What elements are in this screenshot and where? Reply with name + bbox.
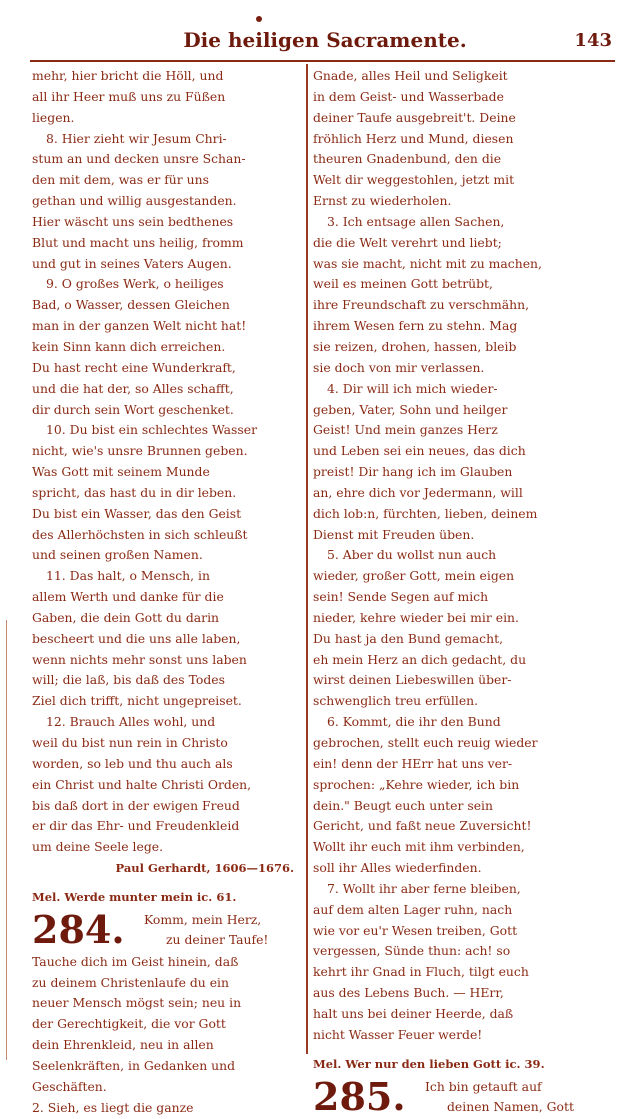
text-line: bescheert und die uns alle laben, bbox=[32, 630, 241, 646]
text-line: kein Sinn kann dich erreichen. bbox=[32, 338, 226, 354]
text-line: sie reizen, drohen, hassen, bleib bbox=[313, 338, 517, 354]
text-line: 11. Das halt, o Mensch, in bbox=[46, 568, 210, 584]
text-line: preist! Dir hang ich im Glauben bbox=[313, 464, 513, 480]
text-line: theuren Gnadenbund, den die bbox=[313, 151, 502, 167]
text-line: des Allerhöchsten in sich schleußt bbox=[32, 526, 248, 542]
hymn-first-line-cont: zu deiner Taufe! bbox=[166, 931, 269, 947]
hymn-heading bbox=[313, 1073, 613, 1119]
header-rule bbox=[30, 60, 615, 62]
right-text-block bbox=[313, 66, 613, 1046]
text-line: dich lob:n, fürchten, lieben, deinem bbox=[313, 505, 538, 521]
text-line: gethan und willig ausgestanden. bbox=[32, 193, 237, 209]
text-line: auf dem alten Lager ruhn, nach bbox=[313, 901, 513, 917]
text-line: halt uns bei deiner Heerde, daß bbox=[313, 1005, 514, 1021]
running-head bbox=[30, 28, 620, 58]
hymn-first-line: Komm, mein Herz, bbox=[144, 911, 262, 927]
text-line: man in der ganzen Welt nicht hat! bbox=[32, 318, 247, 334]
text-line: in dem Geist- und Wasserbade bbox=[313, 88, 504, 104]
text-line: Du bist ein Wasser, das den Geist bbox=[32, 505, 242, 521]
left-text-block bbox=[32, 66, 300, 858]
text-line: nieder, kehre wieder bei mir ein. bbox=[313, 609, 519, 625]
text-line: dein." Beugt euch unter sein bbox=[313, 797, 493, 813]
text-line: wie vor eu'r Wesen treiben, Gott bbox=[313, 922, 518, 938]
text-line: liegen. bbox=[32, 109, 75, 125]
text-line: Was Gott mit seinem Munde bbox=[32, 464, 210, 480]
text-line: 5. Aber du wollst nun auch bbox=[327, 547, 497, 563]
text-line: soll ihr Alles wiederfinden. bbox=[313, 860, 482, 876]
ornament-dot bbox=[256, 16, 262, 22]
text-line: fröhlich Herz und Mund, diesen bbox=[313, 130, 514, 146]
text-line: weil du bist nun rein in Christo bbox=[32, 735, 228, 750]
text-line: vergessen, Sünde thun: ach! so bbox=[313, 943, 511, 959]
hymn-first-line: Ich bin getauft auf bbox=[425, 1078, 542, 1094]
page-number: 143 bbox=[574, 30, 612, 51]
left-column bbox=[32, 66, 300, 1119]
hymn-heading bbox=[32, 906, 300, 952]
text-line: schwenglich treu erfüllen. bbox=[313, 693, 479, 709]
text-line: Du hast ja den Bund gemacht, bbox=[313, 630, 504, 646]
text-line: er dir das Ehr- und Freudenkleid bbox=[32, 818, 240, 834]
text-line: und seinen großen Namen. bbox=[32, 547, 203, 563]
column-divider bbox=[306, 64, 308, 1054]
melody-line: Mel. Wer nur den lieben Gott ic. 39. bbox=[313, 1056, 545, 1071]
text-line: 7. Wollt ihr aber ferne bleiben, bbox=[327, 880, 521, 896]
text-line: bis daß dort in der ewigen Freud bbox=[32, 797, 240, 813]
text-line: wenn nichts mehr sonst uns laben bbox=[32, 651, 247, 667]
text-line: Ernst zu wiederholen. bbox=[313, 193, 452, 209]
text-line: dein Ehrenkleid, neu in allen bbox=[32, 1037, 214, 1053]
text-line: weil es meinen Gott betrübt, bbox=[313, 276, 493, 292]
text-line: zu deinem Christenlaufe du ein bbox=[32, 974, 229, 990]
text-line: ihre Freundschaft zu verschmähn, bbox=[313, 297, 530, 313]
text-line: ein! denn der HErr hat uns ver- bbox=[313, 755, 513, 771]
text-line: wirst deinen Liebeswillen über- bbox=[313, 672, 512, 688]
text-line: Blut und macht uns heilig, fromm bbox=[32, 234, 244, 250]
text-line: an, ehre dich vor Jedermann, will bbox=[313, 484, 523, 500]
text-line: Geschäften. bbox=[32, 1078, 107, 1094]
text-line: den mit dem, was er für uns bbox=[32, 172, 209, 188]
text-line: Wollt ihr euch mit ihm verbinden, bbox=[313, 839, 525, 855]
text-line: sie doch von mir verlassen. bbox=[313, 359, 485, 375]
text-line: und die hat der, so Alles schafft, bbox=[32, 380, 234, 396]
text-line: nicht, wie's unsre Brunnen geben. bbox=[32, 443, 248, 459]
text-line: Tauche dich im Geist hinein, daß bbox=[32, 953, 239, 969]
text-line: was sie macht, nicht mit zu machen, bbox=[313, 255, 542, 271]
verse-line: 2. Sieh, es liegt die ganze bbox=[32, 1099, 194, 1115]
hymn-number: 285. bbox=[313, 1073, 406, 1119]
text-line: will; die laß, bis daß des Todes bbox=[32, 672, 225, 688]
text-line: neuer Mensch mögst sein; neu in bbox=[32, 995, 242, 1011]
text-line: aus des Lebens Buch. — HErr, bbox=[313, 985, 504, 1001]
text-line: 8. Hier zieht wir Jesum Chri- bbox=[46, 130, 227, 146]
text-line: 4. Dir will ich mich wieder- bbox=[327, 380, 498, 396]
text-line: gebrochen, stellt euch reuig wieder bbox=[313, 735, 538, 750]
text-line: 3. Ich entsage allen Sachen, bbox=[327, 213, 505, 229]
text-line: wieder, großer Gott, mein eigen bbox=[313, 568, 515, 584]
text-line: Geist! Und mein ganzes Herz bbox=[313, 422, 498, 438]
hymn-number: 284. bbox=[32, 906, 125, 952]
text-line: eh mein Herz an dich gedacht, du bbox=[313, 651, 527, 667]
text-line: geben, Vater, Sohn und heilger bbox=[313, 401, 508, 417]
text-line: Hier wäscht uns sein bedthenes bbox=[32, 213, 234, 229]
hymn-first-line-cont: deinen Namen, Gott bbox=[447, 1098, 574, 1114]
text-line: Gaben, die dein Gott du darin bbox=[32, 609, 220, 625]
text-line: worden, so leb und thu auch als bbox=[32, 755, 233, 771]
text-line: Dienst mit Freuden üben. bbox=[313, 526, 475, 542]
text-line: allem Werth und danke für die bbox=[32, 589, 224, 605]
text-line: 12. Brauch Alles wohl, und bbox=[46, 714, 216, 730]
text-line: all ihr Heer muß uns zu Füßen bbox=[32, 88, 226, 104]
page-title: Die heiligen Sacramente. bbox=[183, 28, 467, 52]
right-column bbox=[313, 66, 613, 1119]
text-line: nicht Wasser Feuer werde! bbox=[313, 1026, 483, 1042]
hymn-text-block bbox=[32, 952, 300, 1098]
page-edge-line bbox=[6, 620, 7, 1060]
text-line: um deine Seele lege. bbox=[32, 839, 164, 855]
text-line: 6. Kommt, die ihr den Bund bbox=[327, 714, 501, 730]
text-line: und gut in seines Vaters Augen. bbox=[32, 255, 232, 271]
text-line: sprochen: „Kehre wieder, ich bin bbox=[313, 776, 520, 792]
text-line: der Gerechtigkeit, die vor Gott bbox=[32, 1016, 226, 1032]
text-line: stum an und decken unsre Schan- bbox=[32, 151, 246, 167]
text-line: Welt dir weggestohlen, jetzt mit bbox=[313, 172, 515, 188]
melody-line: Mel. Werde munter mein ic. 61. bbox=[32, 889, 237, 904]
text-line: die die Welt verehrt und liebt; bbox=[313, 234, 502, 250]
text-line: spricht, das hast du in dir leben. bbox=[32, 484, 237, 500]
text-line: Seelenkräften, in Gedanken und bbox=[32, 1057, 236, 1073]
text-line: und Leben sei ein neues, das dich bbox=[313, 443, 526, 459]
text-line: Du hast recht eine Wunderkraft, bbox=[32, 359, 236, 375]
text-line: Bad, o Wasser, dessen Gleichen bbox=[32, 297, 230, 313]
author-signature: Paul Gerhardt, 1606—1676. bbox=[115, 861, 294, 876]
text-line: ihrem Wesen fern zu stehn. Mag bbox=[313, 318, 518, 334]
text-line: sein! Sende Segen auf mich bbox=[313, 589, 489, 605]
text-line: 10. Du bist ein schlechtes Wasser bbox=[46, 422, 258, 438]
text-line: Ziel dich trifft, nicht ungepreiset. bbox=[32, 693, 242, 709]
text-line: deiner Taufe ausgebreit't. Deine bbox=[313, 109, 516, 125]
text-line: Gnade, alles Heil und Seligkeit bbox=[313, 68, 508, 83]
text-line: ein Christ und halte Christi Orden, bbox=[32, 776, 252, 792]
text-line: dir durch sein Wort geschenket. bbox=[32, 401, 234, 417]
text-line: 9. O großes Werk, o heiliges bbox=[46, 276, 224, 292]
text-line: kehrt ihr Gnad in Fluch, tilgt euch bbox=[313, 964, 529, 980]
text-line: Gericht, und faßt neue Zuversicht! bbox=[313, 818, 532, 834]
text-line: mehr, hier bricht die Höll, und bbox=[32, 68, 224, 83]
